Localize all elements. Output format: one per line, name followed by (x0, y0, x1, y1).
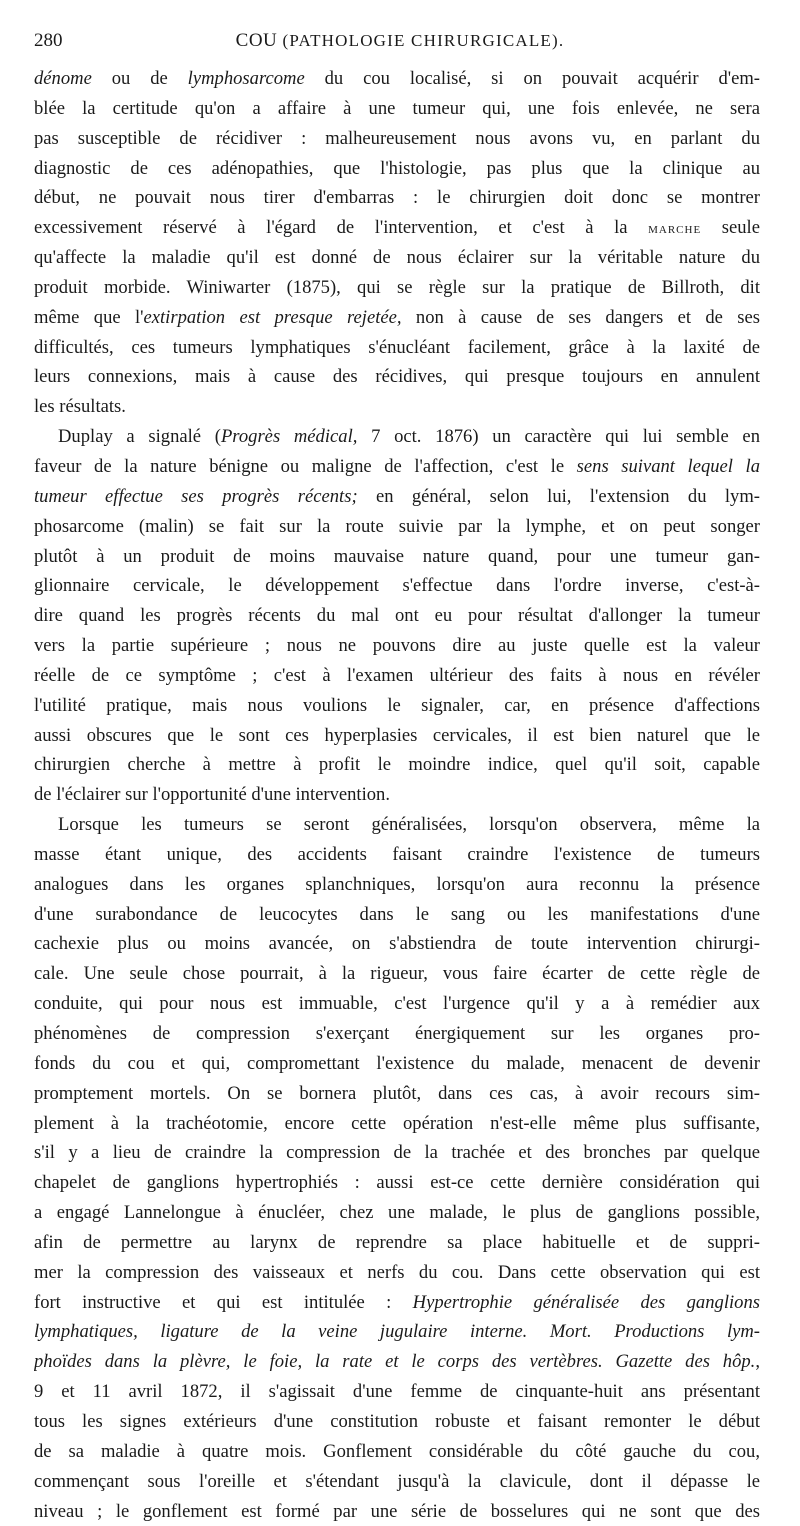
page-number: 280 (34, 30, 63, 52)
text-run: du cou localisé, si on pouvait acquérir d'em- (305, 68, 760, 89)
text-run: a engagé Lannelongue à énucléer, chez une malade, le plus de ganglions possible, (34, 1202, 760, 1223)
text-line (34, 452, 760, 482)
text-line (34, 691, 760, 721)
text-line (34, 392, 760, 422)
text-run: cale. Une seule chose pourrait, à la rigueur, vous faire écarter de cette règle de (34, 963, 760, 984)
text-run: d'une surabondance de leucocytes dans le sang ou les manifestations d'une (34, 904, 760, 925)
text-run: réelle de ce symptôme ; c'est à l'examen ultérieur des faits à nous en révéler (34, 665, 760, 686)
text-run: Lorsque les tumeurs se seront généralisées, lorsqu'on observera, même la (58, 814, 760, 835)
text-run: phénomènes de compression s'exerçant énergiquement sur les organes pro- (34, 1023, 760, 1044)
text-run: analogues dans les organes splanchniques, lorsqu'on aura reconnu la présence (34, 874, 760, 895)
text-line (34, 989, 760, 1019)
italic-run: dénome (34, 68, 92, 89)
text-line (34, 780, 760, 810)
text-line (34, 94, 760, 124)
text-line (34, 422, 760, 452)
text-run: vers la partie supérieure ; nous ne pouvons dire au juste quelle est la valeur (34, 635, 760, 656)
text-line (34, 542, 760, 572)
text-run: , (755, 1351, 760, 1372)
text-run: qu'affecte la maladie qu'il est donné de nous éclairer sur la véritable nature du (34, 247, 760, 268)
text-run: pas susceptible de récidiver : malheureusement nous avons vu, en parlant du (34, 128, 760, 149)
text-run: plement à la trachéotomie, encore cette opération n'est-elle même plus suffisante, (34, 1113, 760, 1134)
text-run: fort instructive et qui est intitulée : (34, 1292, 413, 1313)
text-line (34, 333, 760, 363)
text-line (34, 1109, 760, 1139)
text-line (34, 273, 760, 303)
text-line (34, 870, 760, 900)
italic-run: sens suivant lequel la (577, 456, 760, 477)
text-run: chirurgien cherche à mettre à profit le moindre indice, quel qu'il soit, capable (34, 754, 760, 775)
text-line (34, 482, 760, 512)
text-line (34, 1079, 760, 1109)
italic-run: Hypertrophie généralisée des ganglions (413, 1292, 760, 1313)
running-title-main: COU (236, 30, 278, 51)
text-run: 9 et 11 avril 1872, il s'agissait d'une femme de cinquante-huit ans présentant (34, 1381, 760, 1402)
text-line (34, 64, 760, 94)
italic-run: extirpation est presque rejetée, (144, 307, 402, 328)
text-run: les résultats. (34, 396, 126, 417)
text-line (34, 1497, 760, 1526)
text-line (34, 571, 760, 601)
text-line (34, 721, 760, 751)
text-line (34, 512, 760, 542)
italic-run: lymphosarcome (188, 68, 305, 89)
text-run: masse étant unique, des accidents faisant craindre l'existence de tumeurs (34, 844, 760, 865)
text-line (34, 1198, 760, 1228)
text-line (34, 1467, 760, 1497)
text-line (34, 154, 760, 184)
text-run: en général, selon lui, l'extension du lym- (358, 486, 760, 507)
text-run: de sa maladie à quatre mois. Gonflement considérable du côté gauche du cou, (34, 1441, 760, 1462)
text-run: plutôt à un produit de moins mauvaise nature quand, pour une tumeur gan- (34, 546, 760, 567)
text-line (34, 1347, 760, 1377)
running-title-sub: (PATHOLOGIE CHIRURGICALE). (283, 31, 565, 50)
text-run: leurs connexions, mais à cause des récidives, qui presque toujours en annulent (34, 366, 760, 387)
italic-run: phoïdes dans la plèvre, le foie, la rate et le corps des vertèbres. Gazette des hôp. (34, 1351, 755, 1372)
text-line (34, 243, 760, 273)
text-run: même que l' (34, 307, 144, 328)
text-run: mer la compression des vaisseaux et nerfs du cou. Dans cette observation qui est (34, 1262, 760, 1283)
text-line (34, 1317, 760, 1347)
text-run: phosarcome (malin) se fait sur la route suivie par la lymphe, et on peut songer (34, 516, 760, 537)
text-line (34, 1138, 760, 1168)
text-run: afin de permettre au larynx de reprendre sa place habituelle et de suppri- (34, 1232, 760, 1253)
text-line (34, 661, 760, 691)
text-line (34, 213, 760, 243)
text-run: faveur de la nature bénigne ou maligne de l'affection, c'est le (34, 456, 577, 477)
text-run: cachexie plus ou moins avancée, on s'abstiendra de toute intervention chirurgi- (34, 933, 760, 954)
text-run: fonds du cou et qui, compromettant l'existence du malade, menacent de devenir (34, 1053, 760, 1074)
text-line (34, 1377, 760, 1407)
text-line (34, 1049, 760, 1079)
text-run: dire quand les progrès récents du mal ont eu pour résultat d'allonger la tumeur (34, 605, 760, 626)
text-line (34, 1288, 760, 1318)
text-line (34, 1019, 760, 1049)
text-line (34, 1437, 760, 1467)
text-run: chapelet de ganglions hypertrophiés : aussi est-ce cette dernière considération qui (34, 1172, 760, 1193)
italic-run: tumeur effectue ses progrès récents; (34, 486, 358, 507)
text-line (34, 183, 760, 213)
text-run: diagnostic de ces adénopathies, que l'histologie, pas plus que la clinique au (34, 158, 760, 179)
text-run: aussi obscures que le sont ces hyperplasies cervicales, il est bien naturel que le (34, 725, 760, 746)
text-run: tous les signes extérieurs d'une constitution robuste et faisant remonter le début (34, 1411, 760, 1432)
body-text (34, 64, 760, 1526)
text-line (34, 959, 760, 989)
text-line (34, 1258, 760, 1288)
text-line (34, 303, 760, 333)
text-line (34, 810, 760, 840)
text-run: difficultés, ces tumeurs lymphatiques s'énucléant facilement, grâce à la laxité de (34, 337, 760, 358)
text-run: commençant sous l'oreille et s'étendant jusqu'à la clavicule, dont il dépasse le (34, 1471, 760, 1492)
text-run: ou de (92, 68, 188, 89)
text-run: l'utilité pratique, mais nous voulions le signaler, car, en présence d'affections (34, 695, 760, 716)
text-run: niveau ; le gonflement est formé par une série de bosselures qui ne sont que des (34, 1501, 760, 1522)
text-run: glionnaire cervicale, le développement s'effectue dans l'ordre inverse, c'est-à- (34, 575, 760, 596)
smallcaps-run: marche (648, 220, 701, 237)
text-run: début, ne pouvait nous tirer d'embarras : le chirurgien doit donc se montrer (34, 187, 760, 208)
text-run: produit morbide. Winiwarter (1875), qui se règle sur la pratique de Billroth, dit (34, 277, 760, 298)
text-line (34, 1168, 760, 1198)
text-line (34, 1407, 760, 1437)
text-run: de l'éclairer sur l'opportunité d'une intervention. (34, 784, 390, 805)
running-title (34, 30, 766, 52)
text-line (34, 929, 760, 959)
text-run: excessivement réservé à l'égard de l'intervention, et c'est à la (34, 217, 648, 238)
text-line (34, 631, 760, 661)
text-run: non à cause de ses dangers et de ses (402, 307, 760, 328)
text-line (34, 124, 760, 154)
running-header (34, 30, 766, 60)
text-line (34, 840, 760, 870)
text-run: promptement mortels. On se bornera plutôt, dans ces cas, à avoir recours sim- (34, 1083, 760, 1104)
text-line (34, 900, 760, 930)
italic-run: lymphatiques, ligature de la veine jugulaire interne. Mort. Productions lym- (34, 1321, 760, 1342)
text-run: conduite, qui pour nous est immuable, c'est l'urgence qu'il y a à remédier aux (34, 993, 760, 1014)
text-line (34, 750, 760, 780)
text-run: Duplay a signalé ( (58, 426, 221, 447)
italic-run: Progrès médical, (221, 426, 357, 447)
text-line (34, 362, 760, 392)
text-run: seule (701, 217, 760, 238)
text-line (34, 1228, 760, 1258)
text-run: 7 oct. 1876) un caractère qui lui semble en (357, 426, 760, 447)
text-run: s'il y a lieu de craindre la compression de la trachée et des bronches par quelque (34, 1142, 760, 1163)
text-run: blée la certitude qu'on a affaire à une tumeur qui, une fois enlevée, ne sera (34, 98, 760, 119)
text-line (34, 601, 760, 631)
